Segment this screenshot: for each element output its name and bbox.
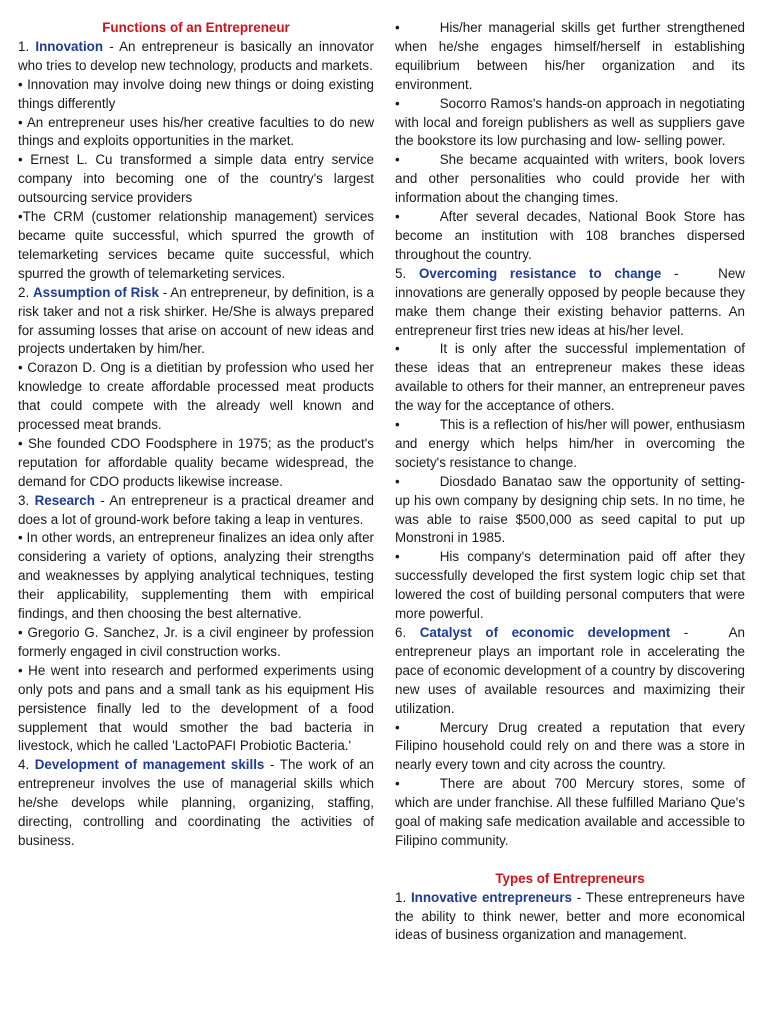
item-text: - An entrepreneur is basically an innovator who tries to develop new technology, products and markets. <box>18 38 374 73</box>
bullet-item <box>395 473 745 549</box>
item-keyword: Innovation <box>35 38 104 54</box>
left-column <box>18 19 374 851</box>
item-text: - An entrepreneur is a practical dreamer and does a lot of ground-work before taking a leap in ventures. <box>18 492 374 527</box>
bullet-marker: • <box>395 20 400 35</box>
bullet-text: It is only after the successful implementation of these ideas that an entrepreneur makes these ideas available to others for their manner, an entrepreneur paves the way for the acceptance of others. <box>395 341 745 414</box>
item-keyword: Innovative entrepreneurs <box>410 889 573 905</box>
paragraph <box>18 435 374 492</box>
paragraph <box>18 76 374 114</box>
section-title: Types of Entrepreneurs <box>495 870 645 886</box>
bullet-item <box>395 151 745 208</box>
paragraph <box>18 662 374 757</box>
bullet-marker: • <box>395 549 400 565</box>
numbered-item <box>18 756 374 851</box>
bullet-marker: • <box>395 341 400 357</box>
section-title: Functions of an Entrepreneur <box>102 20 290 35</box>
bullet-text: After several decades, National Book Store has become an institution with 108 branches dispersed throughout the country. <box>395 209 745 262</box>
item-keyword: Development of management skills <box>34 757 265 773</box>
item-keyword: Overcoming resistance to change <box>418 265 662 281</box>
item-text: - These entrepreneurs have the ability to think newer, better and more economical ideas of business organization and management. <box>395 889 745 943</box>
bullet-item <box>395 19 745 95</box>
item-number: 1. <box>395 889 407 905</box>
item-text: - The work of an entrepreneur involves the use of managerial skills which he/she develops while planning, organizing, staffing, directing, controlling and coordinating the activities of business. <box>18 757 374 848</box>
bullet-text: His/her managerial skills get further strengthened when he/she engages himself/herself in establishing equilibrium between his/her organization and its environment. <box>395 20 745 92</box>
item-text: • Ernest L. Cu transformed a simple data entry service company into becoming one of the country's largest outsourcing service providers <box>18 152 374 206</box>
numbered-item <box>395 624 745 719</box>
bullet-item <box>395 775 745 851</box>
item-text: • Gregorio G. Sanchez, Jr. is a civil engineer by profession formerly engaged in civil construction works. <box>18 625 374 659</box>
item-text: • Corazon D. Ong is a dietitian by profession who used her knowledge to create affordable processed meat products that could compete with the already well known and processed meat brands. <box>18 360 374 433</box>
bullet-marker: • <box>395 209 400 225</box>
paragraph <box>18 151 374 208</box>
bullet-item <box>395 95 745 152</box>
item-number: 4. <box>18 757 30 773</box>
bullet-item <box>395 719 745 776</box>
item-number: 1. <box>18 38 30 54</box>
item-number: 5. <box>395 265 407 281</box>
bullet-item <box>395 208 745 265</box>
bullet-item <box>395 340 745 416</box>
numbered-item <box>395 889 745 946</box>
bullet-text: There are about 700 Mercury stores, some of which are under franchise. All these fulfilled Mariano Que's goal of making safe medication available and accessible to Filipino community. <box>395 776 745 848</box>
item-text: - New innovations are generally opposed by people because they make them change their existing behavior patterns. An entrepreneur first tries new ideas at his/her level. <box>395 265 745 338</box>
item-text: - An entrepreneur plays an important role in accelerating the pace of economic development of a country by discovering new uses of available resources and maximizing their utilization. <box>395 625 745 716</box>
bullet-text: She became acquainted with writers, book lovers and other personalities who could provide her with information about the changing times. <box>395 152 745 206</box>
bullet-marker: • <box>395 152 400 168</box>
numbered-item <box>18 284 374 360</box>
bullet-marker: • <box>395 417 400 433</box>
item-keyword: Catalyst of economic development <box>419 625 671 640</box>
bullet-item <box>395 548 745 624</box>
bullet-text: His company's determination paid off after they successfully developed the first system logic chip set that lowered the cost of building personal computers that were more powerful. <box>395 549 745 622</box>
bullet-text: Mercury Drug created a reputation that every Filipino household could rely on and there was a store in nearly every town and city across the country. <box>395 719 745 773</box>
bullet-marker: • <box>395 95 400 111</box>
paragraph <box>18 529 374 624</box>
item-keyword: Assumption of Risk <box>33 284 159 300</box>
bullet-marker: • <box>395 473 400 489</box>
item-number: 2. <box>18 284 30 300</box>
paragraph <box>18 208 374 284</box>
bullet-text: This is a reflection of his/her will power, enthusiasm and energy which helps him/her in overcoming the society's resistance to change. <box>395 417 745 470</box>
item-text: • Innovation may involve doing new things or doing existing things differently <box>18 76 374 111</box>
bullet-text: Diosdado Banatao saw the opportunity of setting-up his own company by designing chip sets. In no time, he was able to raise $500,000 as seed capital to put up Monstroni in 1985. <box>395 473 745 546</box>
item-text: - An entrepreneur, by definition, is a risk taker and not a risk shirker. He/She is always prepared for assuming losses that arise on account of new ideas and projects undertaken by him/her. <box>18 284 374 357</box>
paragraph <box>18 114 374 152</box>
item-text: • He went into research and performed experiments using only pots and pans and a small tank as his equipment His persistence finally led to the development of a food supplement that would smother the bad bacteria in livestock, which he called 'LactoPAFI Probiotic Bacteria.' <box>18 662 374 754</box>
bullet-text: Socorro Ramos's hands-on approach in negotiating with local and foreign publishers as well as suppliers gave the bookstore its low purchasing and low- selling power. <box>395 95 745 149</box>
spacer <box>395 851 745 870</box>
bullet-marker: • <box>395 776 400 792</box>
numbered-item <box>395 265 745 341</box>
bullet-marker: • <box>395 719 400 735</box>
right-column <box>395 19 745 945</box>
numbered-item <box>18 492 374 530</box>
paragraph <box>18 624 374 662</box>
numbered-item <box>18 38 374 76</box>
item-text: • In other words, an entrepreneur finalizes an idea only after considering a variety of options, analyzing their strengths and weaknesses by applying analytical techniques, testing their applicability, supplementing them with empirical findings, and then choosing the best alternative. <box>18 530 374 622</box>
bullet-item <box>395 416 745 473</box>
item-number: 3. <box>18 492 30 508</box>
item-keyword: Research <box>34 492 95 508</box>
item-text: • She founded CDO Foodsphere in 1975; as the product's reputation for affordable quality became widespread, the demand for CDO products likewise increase. <box>18 435 374 489</box>
paragraph <box>18 359 374 435</box>
item-text: •The CRM (customer relationship management) services became quite successful, which spurred the growth of telemarketing services became quite successful, which spurred the growth of telemarketing services. <box>18 209 374 281</box>
item-text: • An entrepreneur uses his/her creative faculties to do new things and exploits opportunities in the market. <box>18 114 374 149</box>
item-number: 6. <box>395 625 407 640</box>
